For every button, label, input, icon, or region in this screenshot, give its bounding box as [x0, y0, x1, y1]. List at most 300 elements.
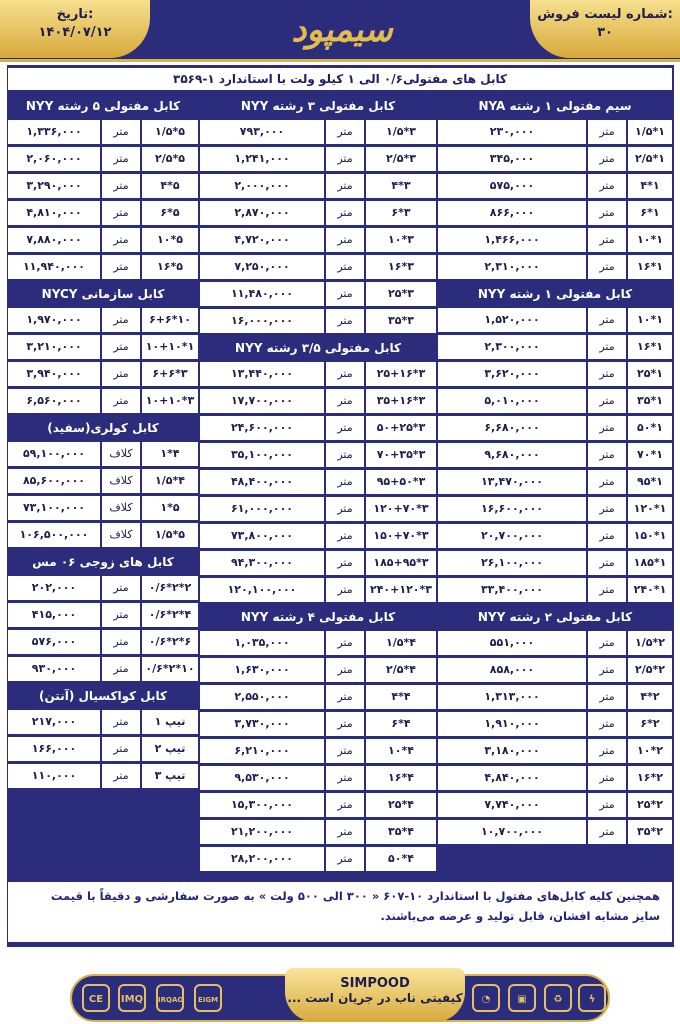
cable-size: ۵*۴ — [142, 174, 198, 198]
price: ۳,۶۲۰,۰۰۰ — [438, 362, 586, 386]
unit: متر — [588, 578, 626, 602]
unit: متر — [102, 228, 140, 252]
price-row — [438, 362, 672, 386]
price: ۱,۶۳۰,۰۰۰ — [200, 658, 324, 682]
price-row — [8, 335, 198, 359]
price: ۹,۵۳۰,۰۰۰ — [200, 766, 324, 790]
price: ۱۱,۴۸۰,۰۰۰ — [200, 282, 324, 306]
cable-size: ۴*۱/۵ — [366, 631, 436, 655]
unit: متر — [588, 524, 626, 548]
banner-slogan: کیفیتی ناب در جریان است ... — [287, 991, 463, 1005]
cable-size: ۴*۳۵ — [366, 820, 436, 844]
ce-cert-icon: CE — [82, 984, 110, 1012]
unit: متر — [588, 631, 626, 655]
price-row — [438, 793, 672, 817]
unit: متر — [588, 228, 626, 252]
price: ۱,۹۱۰,۰۰۰ — [438, 712, 586, 736]
cable-size: ۱*۱۵۰ — [628, 524, 672, 548]
unit: متر — [588, 766, 626, 790]
cable-size: ۲*۳۵ — [628, 820, 672, 844]
unit: متر — [326, 443, 364, 467]
price-row — [8, 710, 198, 734]
standard-icon: ▣ — [508, 984, 536, 1012]
price-row — [200, 793, 436, 817]
unit: متر — [326, 793, 364, 817]
price-row — [8, 255, 198, 279]
price: ۳۴۵,۰۰۰ — [438, 147, 586, 171]
cable-size: ۲*۴ — [628, 685, 672, 709]
cable-size: ۵*۱ — [142, 496, 198, 520]
price: ۵,۰۱۰,۰۰۰ — [438, 389, 586, 413]
banner-brand: SIMPOOD — [340, 976, 410, 991]
unit: متر — [588, 308, 626, 332]
cable-size: تیپ ۱ — [142, 710, 198, 734]
cable-size: ۴*۴ — [366, 685, 436, 709]
date-label: تاریخ: — [56, 7, 94, 22]
unit: متر — [326, 416, 364, 440]
price-row — [8, 603, 198, 627]
price: ۲,۰۰۰,۰۰۰ — [200, 174, 324, 198]
section-title: کابل مفتولی ۲ رشته NYY — [438, 605, 672, 629]
cable-size: ۳*۴ — [366, 174, 436, 198]
cable-size: ۳*۹۵+۵۰ — [366, 470, 436, 494]
price-row — [200, 712, 436, 736]
cable-size: ۱*۲/۵ — [628, 147, 672, 171]
section-title: کابل های زوجی ۰۶ مس — [8, 550, 198, 574]
unit: متر — [102, 764, 140, 788]
cable-size: ۳*۵۰+۲۵ — [366, 416, 436, 440]
price-row — [8, 576, 198, 600]
unit: متر — [102, 255, 140, 279]
imq-cert-icon: IMQ — [118, 984, 146, 1012]
price: ۷,۲۵۰,۰۰۰ — [200, 255, 324, 279]
column-right — [438, 94, 672, 847]
price-row — [438, 820, 672, 844]
date-badge — [0, 0, 150, 58]
cable-size: ۳*۲۵+۱۶ — [366, 362, 436, 386]
price: ۱۳,۴۴۰,۰۰۰ — [200, 362, 324, 386]
unit: متر — [102, 120, 140, 144]
price: ۳,۲۱۰,۰۰۰ — [8, 335, 100, 359]
unit: متر — [588, 551, 626, 575]
price-row — [200, 201, 436, 225]
unit: متر — [102, 737, 140, 761]
price: ۱۳,۴۷۰,۰۰۰ — [438, 470, 586, 494]
price: ۲۸,۲۰۰,۰۰۰ — [200, 847, 324, 871]
unit: متر — [326, 282, 364, 306]
price-row — [438, 308, 672, 332]
section-title: کابل کواکسیال (آنتن) — [8, 684, 198, 708]
cable-size: ۲*۱۰ — [628, 739, 672, 763]
price: ۱۰,۷۰۰,۰۰۰ — [438, 820, 586, 844]
price: ۲,۳۱۰,۰۰۰ — [438, 255, 586, 279]
cable-size: ۳*۱۲۰+۷۰ — [366, 497, 436, 521]
cable-size: ۳*۲/۵ — [366, 147, 436, 171]
unit: متر — [326, 847, 364, 871]
unit: متر — [326, 120, 364, 144]
unit: متر — [588, 658, 626, 682]
price: ۲۰۲,۰۰۰ — [8, 576, 100, 600]
unit: متر — [588, 497, 626, 521]
cable-size: ۴*۱/۵ — [142, 469, 198, 493]
section-title: سیم مفتولی ۱ رشته NYA — [438, 94, 672, 118]
price-row — [8, 764, 198, 788]
price: ۱,۲۴۱,۰۰۰ — [200, 147, 324, 171]
price: ۶,۶۸۰,۰۰۰ — [438, 416, 586, 440]
column-left — [8, 94, 198, 791]
cable-size: ۱*۱۰ — [628, 228, 672, 252]
unit: متر — [326, 389, 364, 413]
price-row — [438, 443, 672, 467]
price: ۸۵,۶۰۰,۰۰۰ — [8, 469, 100, 493]
price: ۲۰,۷۰۰,۰۰۰ — [438, 524, 586, 548]
price: ۱,۰۳۵,۰۰۰ — [200, 631, 324, 655]
price: ۳,۲۹۰,۰۰۰ — [8, 174, 100, 198]
cable-size: ۴*۱۶ — [366, 766, 436, 790]
price-row — [200, 820, 436, 844]
cable-size: ۳*۲۴۰+۱۲۰ — [366, 578, 436, 602]
cable-size: ۱*۹۵ — [628, 470, 672, 494]
price: ۲۱۷,۰۰۰ — [8, 710, 100, 734]
unit: متر — [588, 443, 626, 467]
cable-size: ۳*۳۵ — [366, 309, 436, 333]
price-row — [8, 523, 198, 547]
cable-size: ۱*۵۰ — [628, 416, 672, 440]
unit: کلاف — [102, 523, 140, 547]
unit: متر — [588, 739, 626, 763]
unit: متر — [102, 201, 140, 225]
unit: متر — [102, 576, 140, 600]
unit: متر — [102, 710, 140, 734]
price-row — [200, 631, 436, 655]
price-row — [438, 416, 672, 440]
cable-size: ۱*۱۰+۱۰ — [142, 335, 198, 359]
price-row — [200, 228, 436, 252]
unit: متر — [326, 820, 364, 844]
unit: متر — [588, 685, 626, 709]
unit: متر — [588, 416, 626, 440]
price-row — [200, 847, 436, 871]
unit: متر — [588, 470, 626, 494]
cable-size: ۶*۲*۰/۶ — [142, 630, 198, 654]
price: ۱۱,۹۴۰,۰۰۰ — [8, 255, 100, 279]
price: ۱۶,۶۰۰,۰۰۰ — [438, 497, 586, 521]
price: ۲,۸۷۰,۰۰۰ — [200, 201, 324, 225]
price: ۶,۲۱۰,۰۰۰ — [200, 739, 324, 763]
cable-size: ۱*۲۵ — [628, 362, 672, 386]
price: ۳۵,۱۰۰,۰۰۰ — [200, 443, 324, 467]
price: ۷۳,۱۰۰,۰۰۰ — [8, 496, 100, 520]
price-row — [200, 120, 436, 144]
price-row — [200, 524, 436, 548]
price-row — [438, 228, 672, 252]
unit: متر — [588, 120, 626, 144]
unit: متر — [588, 793, 626, 817]
unit: متر — [326, 551, 364, 575]
price: ۶۱,۰۰۰,۰۰۰ — [200, 497, 324, 521]
price: ۲,۳۰۰,۰۰۰ — [438, 335, 586, 359]
unit: کلاف — [102, 496, 140, 520]
price: ۳,۹۴۰,۰۰۰ — [8, 362, 100, 386]
price: ۲۶,۱۰۰,۰۰۰ — [438, 551, 586, 575]
price: ۱۶۶,۰۰۰ — [8, 737, 100, 761]
cable-size: ۱*۶ — [628, 201, 672, 225]
cable-size: ۲*۱/۵ — [628, 631, 672, 655]
price-row — [8, 630, 198, 654]
price-row — [438, 739, 672, 763]
cable-size: ۴*۲/۵ — [366, 658, 436, 682]
price-row — [200, 551, 436, 575]
cable-size: ۳*۱۵۰+۷۰ — [366, 524, 436, 548]
price-row — [8, 389, 198, 413]
price-row — [200, 685, 436, 709]
cable-size: ۵*۱/۵ — [142, 120, 198, 144]
price: ۲,۰۶۰,۰۰۰ — [8, 147, 100, 171]
price-row — [438, 766, 672, 790]
unit: متر — [588, 201, 626, 225]
price: ۴,۸۱۰,۰۰۰ — [8, 201, 100, 225]
cable-size: ۱*۱/۵ — [628, 120, 672, 144]
price-row — [438, 389, 672, 413]
price-row — [8, 228, 198, 252]
cable-size: ۳*۶ — [366, 201, 436, 225]
recycle-icon: ♻ — [544, 984, 572, 1012]
price-row — [200, 497, 436, 521]
cable-size: ۳*۱۰ — [366, 228, 436, 252]
unit: متر — [326, 685, 364, 709]
price: ۷۳,۸۰۰,۰۰۰ — [200, 524, 324, 548]
cable-size: ۱*۱۶ — [628, 255, 672, 279]
price-row — [438, 255, 672, 279]
price-row — [438, 174, 672, 198]
unit: متر — [102, 362, 140, 386]
cable-size: ۳*۱۶ — [366, 255, 436, 279]
bottom-banner — [70, 974, 610, 1022]
price: ۷۹۳,۰۰۰ — [200, 120, 324, 144]
cable-size: ۵*۲/۵ — [142, 147, 198, 171]
unit: متر — [588, 255, 626, 279]
column-middle — [200, 94, 436, 874]
unit: متر — [326, 631, 364, 655]
unit: متر — [102, 335, 140, 359]
footer-note: همچنین کلیه کابل‌های مفتول با استاندارد ۱۰-۶۰۷ « ۳۰۰ الی ۵۰۰ ولت » به صورت سفارشی و دقیقاً با قیمت سایز مشابه افشان، قابل تولید و عرضه می‌باشند. — [8, 882, 672, 942]
section-title: کابل مفتولی ۴ رشته NYY — [200, 605, 436, 629]
price: ۵۵۱,۰۰۰ — [438, 631, 586, 655]
unit: متر — [326, 712, 364, 736]
cable-size: ۲*۱۶ — [628, 766, 672, 790]
unit: متر — [102, 630, 140, 654]
price: ۱,۳۳۶,۰۰۰ — [8, 120, 100, 144]
unit: متر — [588, 174, 626, 198]
price-row — [438, 120, 672, 144]
cable-size: ۳*۱۰+۱۰ — [142, 389, 198, 413]
header-divider — [0, 59, 680, 62]
price-row — [8, 120, 198, 144]
price-row — [8, 362, 198, 386]
price: ۱,۹۷۰,۰۰۰ — [8, 308, 100, 332]
section-title: کابل مفتولی ۳/۵ رشته NYY — [200, 336, 436, 360]
price: ۱۱۰,۰۰۰ — [8, 764, 100, 788]
unit: کلاف — [102, 469, 140, 493]
price-row — [438, 201, 672, 225]
price: ۲۴,۶۰۰,۰۰۰ — [200, 416, 324, 440]
price: ۲۱,۲۰۰,۰۰۰ — [200, 820, 324, 844]
price: ۵۷۶,۰۰۰ — [8, 630, 100, 654]
unit: متر — [326, 147, 364, 171]
cable-size: ۴*۲*۰/۶ — [142, 603, 198, 627]
price: ۱۷,۷۰۰,۰۰۰ — [200, 389, 324, 413]
date-value: ۱۴۰۴/۰۷/۱۲ — [38, 25, 112, 40]
cable-size: ۱۰*۲*۰/۶ — [142, 657, 198, 681]
price-row — [200, 389, 436, 413]
cable-size: ۳*۳۵+۱۶ — [366, 389, 436, 413]
cable-size: ۵*۱/۵ — [142, 523, 198, 547]
price-row — [200, 416, 436, 440]
unit: متر — [588, 712, 626, 736]
list-number-label: شماره لیست فروش: — [537, 7, 673, 22]
unit: متر — [326, 174, 364, 198]
section-title: کابل سازمانی NYCY — [8, 282, 198, 306]
price: ۱۵,۳۰۰,۰۰۰ — [200, 793, 324, 817]
price-row — [200, 578, 436, 602]
price: ۴۱۵,۰۰۰ — [8, 603, 100, 627]
price: ۹۳۰,۰۰۰ — [8, 657, 100, 681]
unit: متر — [326, 524, 364, 548]
cable-size: ۵*۶ — [142, 201, 198, 225]
unit: متر — [588, 389, 626, 413]
price-row — [200, 443, 436, 467]
price: ۳۳,۴۰۰,۰۰۰ — [438, 578, 586, 602]
unit: متر — [102, 174, 140, 198]
section-title: کابل مفتولی ۵ رشته NYY — [8, 94, 198, 118]
price-row — [438, 658, 672, 682]
price: ۷,۷۴۰,۰۰۰ — [438, 793, 586, 817]
eigm-cert-icon: EIGM — [194, 984, 222, 1012]
unit: متر — [102, 603, 140, 627]
price: ۶,۵۶۰,۰۰۰ — [8, 389, 100, 413]
price-row — [8, 469, 198, 493]
price-row — [8, 174, 198, 198]
unit: متر — [326, 766, 364, 790]
cable-size: ۲*۲۵ — [628, 793, 672, 817]
price-row — [200, 174, 436, 198]
price-row — [200, 658, 436, 682]
lightning-icon: ϟ — [578, 984, 606, 1012]
price: ۲۳۰,۰۰۰ — [438, 120, 586, 144]
unit: متر — [102, 308, 140, 332]
price: ۷,۸۸۰,۰۰۰ — [8, 228, 100, 252]
header-bar — [0, 0, 680, 62]
cable-size: ۱*۴ — [628, 174, 672, 198]
price: ۵۹,۱۰۰,۰۰۰ — [8, 442, 100, 466]
price: ۱,۳۱۳,۰۰۰ — [438, 685, 586, 709]
price-row — [8, 737, 198, 761]
price-row — [200, 282, 436, 306]
price-row — [438, 712, 672, 736]
cable-size: ۴*۲۵ — [366, 793, 436, 817]
price-row — [438, 685, 672, 709]
cable-size: ۱*۱۲۰ — [628, 497, 672, 521]
price-row — [438, 470, 672, 494]
price-row — [200, 739, 436, 763]
price-row — [200, 766, 436, 790]
unit: متر — [326, 470, 364, 494]
price-row — [8, 147, 198, 171]
price-row — [200, 309, 436, 333]
brand-logo: سیمپود — [291, 10, 393, 50]
price: ۴,۸۴۰,۰۰۰ — [438, 766, 586, 790]
cable-size: ۵*۱۰ — [142, 228, 198, 252]
cable-size: ۲*۲/۵ — [628, 658, 672, 682]
unit: متر — [326, 255, 364, 279]
irqao-cert-icon: IRQAO — [156, 984, 184, 1012]
price: ۱۲۰,۱۰۰,۰۰۰ — [200, 578, 324, 602]
price: ۹,۶۸۰,۰۰۰ — [438, 443, 586, 467]
price: ۳,۱۸۰,۰۰۰ — [438, 739, 586, 763]
banner-brand-block — [285, 968, 465, 1022]
section-title: کابل کولری(سفید) — [8, 416, 198, 440]
price-row — [8, 308, 198, 332]
unit: متر — [326, 201, 364, 225]
cable-size: ۴*۱ — [142, 442, 198, 466]
cable-size: ۳*۷۰+۳۵ — [366, 443, 436, 467]
price: ۱۰۶,۵۰۰,۰۰۰ — [8, 523, 100, 547]
cable-size: ۲*۲*۰/۶ — [142, 576, 198, 600]
price: ۴۸,۴۰۰,۰۰۰ — [200, 470, 324, 494]
cable-size: ۴*۶ — [366, 712, 436, 736]
unit: متر — [326, 739, 364, 763]
unit: متر — [102, 389, 140, 413]
price: ۱,۵۲۰,۰۰۰ — [438, 308, 586, 332]
price-table-title: کابل های مفتولی۰/۶ الی ۱ کیلو ولت با استاندارد ۱-۳۵۶۹ — [8, 68, 672, 90]
unit: متر — [326, 228, 364, 252]
section-title: کابل مفتولی ۱ رشته NYY — [438, 282, 672, 306]
price-row — [438, 147, 672, 171]
unit: متر — [588, 147, 626, 171]
price-row — [200, 147, 436, 171]
cable-size: ۴*۱۰ — [366, 739, 436, 763]
price-row — [200, 362, 436, 386]
price: ۸۶۶,۰۰۰ — [438, 201, 586, 225]
unit: متر — [326, 658, 364, 682]
price-row — [438, 578, 672, 602]
cable-size: ۴*۵۰ — [366, 847, 436, 871]
unit: متر — [326, 578, 364, 602]
cable-size: تیپ ۳ — [142, 764, 198, 788]
unit: متر — [588, 362, 626, 386]
price-row — [438, 497, 672, 521]
cable-size: ۳*۱/۵ — [366, 120, 436, 144]
cable-size: ۱۰*۶+۶ — [142, 308, 198, 332]
price-row — [8, 657, 198, 681]
price: ۸۵۸,۰۰۰ — [438, 658, 586, 682]
cable-size: ۱*۱۸۵ — [628, 551, 672, 575]
unit: متر — [326, 497, 364, 521]
price-row — [438, 551, 672, 575]
unit: متر — [588, 820, 626, 844]
cable-size: ۱*۳۵ — [628, 389, 672, 413]
price-row — [438, 631, 672, 655]
cable-size: ۱*۱۰ — [628, 308, 672, 332]
cable-size: ۱*۷۰ — [628, 443, 672, 467]
meter-icon: ◔ — [472, 984, 500, 1012]
unit: متر — [326, 309, 364, 333]
section-title: کابل مفتولی ۳ رشته NYY — [200, 94, 436, 118]
price-row — [438, 335, 672, 359]
cable-size: تیپ ۲ — [142, 737, 198, 761]
unit: کلاف — [102, 442, 140, 466]
price: ۱,۴۶۶,۰۰۰ — [438, 228, 586, 252]
